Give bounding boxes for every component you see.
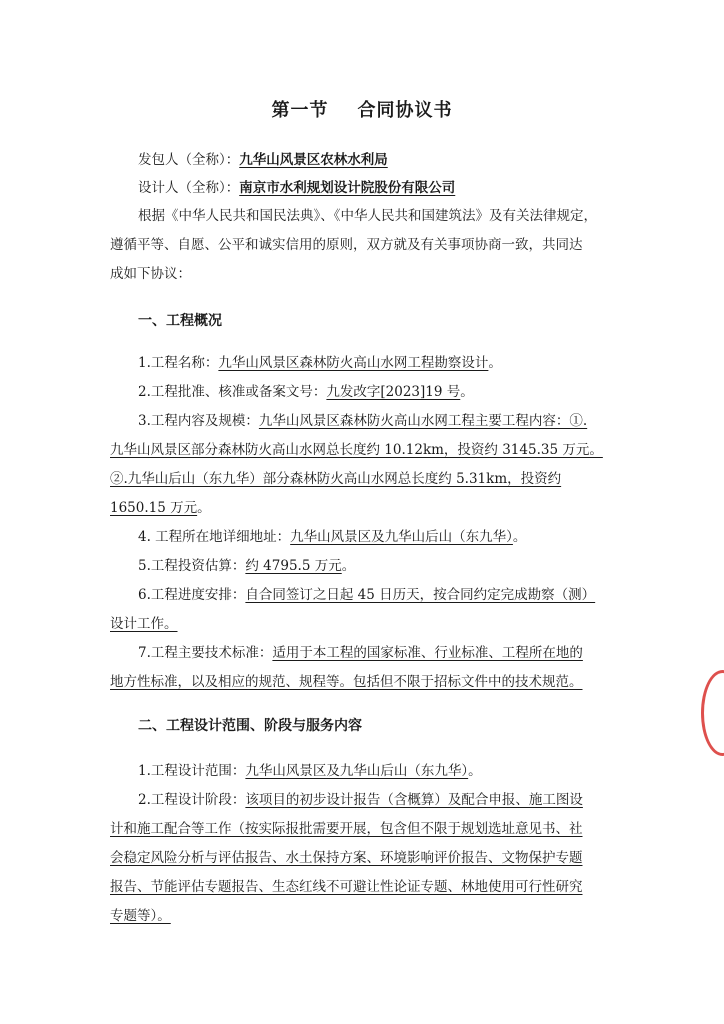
s1-item4 bbox=[138, 527, 616, 547]
intro-line-3: 成如下协议： bbox=[110, 266, 191, 282]
red-seal-stamp bbox=[701, 670, 724, 756]
s1-item7-line2: 地方性标准，以及相应的规范、规程等。包括但不限于招标文件中的技术规范。 bbox=[110, 674, 583, 690]
s1-item4-value: 九华山风景区及九华山后山（东九华） bbox=[290, 529, 513, 545]
s1-item6-value-1: 自合同签订之日起 45 日历天，按合同约定完成勘察（测） bbox=[245, 587, 596, 603]
s2-item1-label: 1.工程设计范围： bbox=[138, 763, 246, 779]
s2-item2-line1 bbox=[138, 790, 616, 810]
s1-item1-label: 1.工程名称： bbox=[138, 355, 219, 371]
s1-item3-line4 bbox=[110, 498, 616, 518]
s2-item1 bbox=[138, 761, 616, 781]
s2-item2-line2: 计和施工配合等工作（按实际报批需要开展，包含但不限于规划选址意见书、社 bbox=[110, 821, 583, 837]
s2-item1-value: 九华山风景区及九华山后山（东九华） bbox=[245, 763, 469, 779]
s1-item5 bbox=[138, 556, 616, 576]
s1-item3-line2: 九华山风景区部分森林防火高山水网总长度约 10.12km，投资约 3145.35 万元。 bbox=[110, 442, 603, 458]
employer-line bbox=[138, 150, 616, 170]
s1-item3-value-1: 九华山风景区森林防火高山水网工程主要工程内容：①. bbox=[258, 413, 588, 429]
s1-item6-line1 bbox=[138, 585, 616, 605]
s1-item1-value: 九华山风景区森林防火高山水网工程勘察设计 bbox=[218, 355, 489, 371]
s1-item5-value: 约 4795.5 万元 bbox=[245, 558, 342, 574]
s1-item3-end: 。 bbox=[197, 500, 211, 516]
s1-item7-value-1: 适用于本工程的国家标准、行业标准、工程所在地的 bbox=[272, 645, 583, 661]
page-title: 第一节 合同协议书 bbox=[271, 100, 453, 121]
section2-heading: 二、工程设计范围、阶段与服务内容 bbox=[138, 718, 362, 734]
s1-item3-line3: ②.九华山后山（东九华）部分森林防火高山水网总长度约 5.31km，投资约 bbox=[110, 471, 562, 487]
s2-item2-label: 2.工程设计阶段： bbox=[138, 792, 246, 808]
s1-item5-end: 。 bbox=[341, 558, 356, 574]
s1-item5-label: 5.工程投资估算： bbox=[138, 558, 246, 574]
s1-item7-line1 bbox=[138, 643, 616, 663]
s1-item2-end: 。 bbox=[460, 384, 474, 400]
s1-item2-value: 九发改字[2023]19 号 bbox=[326, 384, 461, 400]
s2-item1-end: 。 bbox=[468, 763, 482, 779]
s1-item3-label: 3.工程内容及规模： bbox=[138, 413, 259, 429]
s2-item2-line4: 报告、节能评估专题报告、生态红线不可避让性论证专题、林地使用可行性研究 bbox=[110, 879, 583, 895]
s1-item1 bbox=[138, 353, 616, 373]
s1-item6-line2: 设计工作。 bbox=[110, 616, 178, 632]
intro-line-2: 遵循平等、自愿、公平和诚实信用的原则，双方就及有关事项协商一致，共同达 bbox=[110, 237, 583, 253]
s1-item2-label: 2.工程批准、核准或备案文号： bbox=[138, 384, 327, 400]
designer-label: 设计人（全称）： bbox=[138, 180, 240, 196]
s2-item2-value-1: 该项目的初步设计报告（含概算）及配合申报、施工图设 bbox=[245, 792, 583, 808]
s2-item2-line3: 会稳定风险分析与评估报告、水土保持方案、环境影响评价报告、文物保护专题 bbox=[110, 850, 583, 866]
designer-line bbox=[138, 178, 616, 198]
section1-heading: 一、工程概况 bbox=[138, 313, 222, 329]
intro-line-1: 根据《中华人民共和国民法典》、《中华人民共和国建筑法》及有关法律规定， bbox=[138, 208, 597, 224]
s1-item1-end: 。 bbox=[488, 355, 502, 371]
employer-label: 发包人（全称）： bbox=[138, 152, 240, 168]
s1-item3-value-4: 1650.15 万元 bbox=[110, 500, 198, 516]
s1-item4-end: 。 bbox=[512, 529, 527, 545]
s1-item3-line1 bbox=[138, 411, 616, 431]
s1-item7-label: 7.工程主要技术标准： bbox=[138, 645, 273, 661]
designer-name: 南京市水利规划设计院股份有限公司 bbox=[239, 180, 456, 196]
s2-item2-line5: 专题等）。 bbox=[110, 908, 171, 924]
s1-item6-label: 6.工程进度安排： bbox=[138, 587, 246, 603]
s1-item4-label: 4. 工程所在地详细地址： bbox=[138, 529, 291, 545]
s1-item2 bbox=[138, 382, 616, 402]
employer-name: 九华山风景区农林水利局 bbox=[239, 152, 388, 168]
